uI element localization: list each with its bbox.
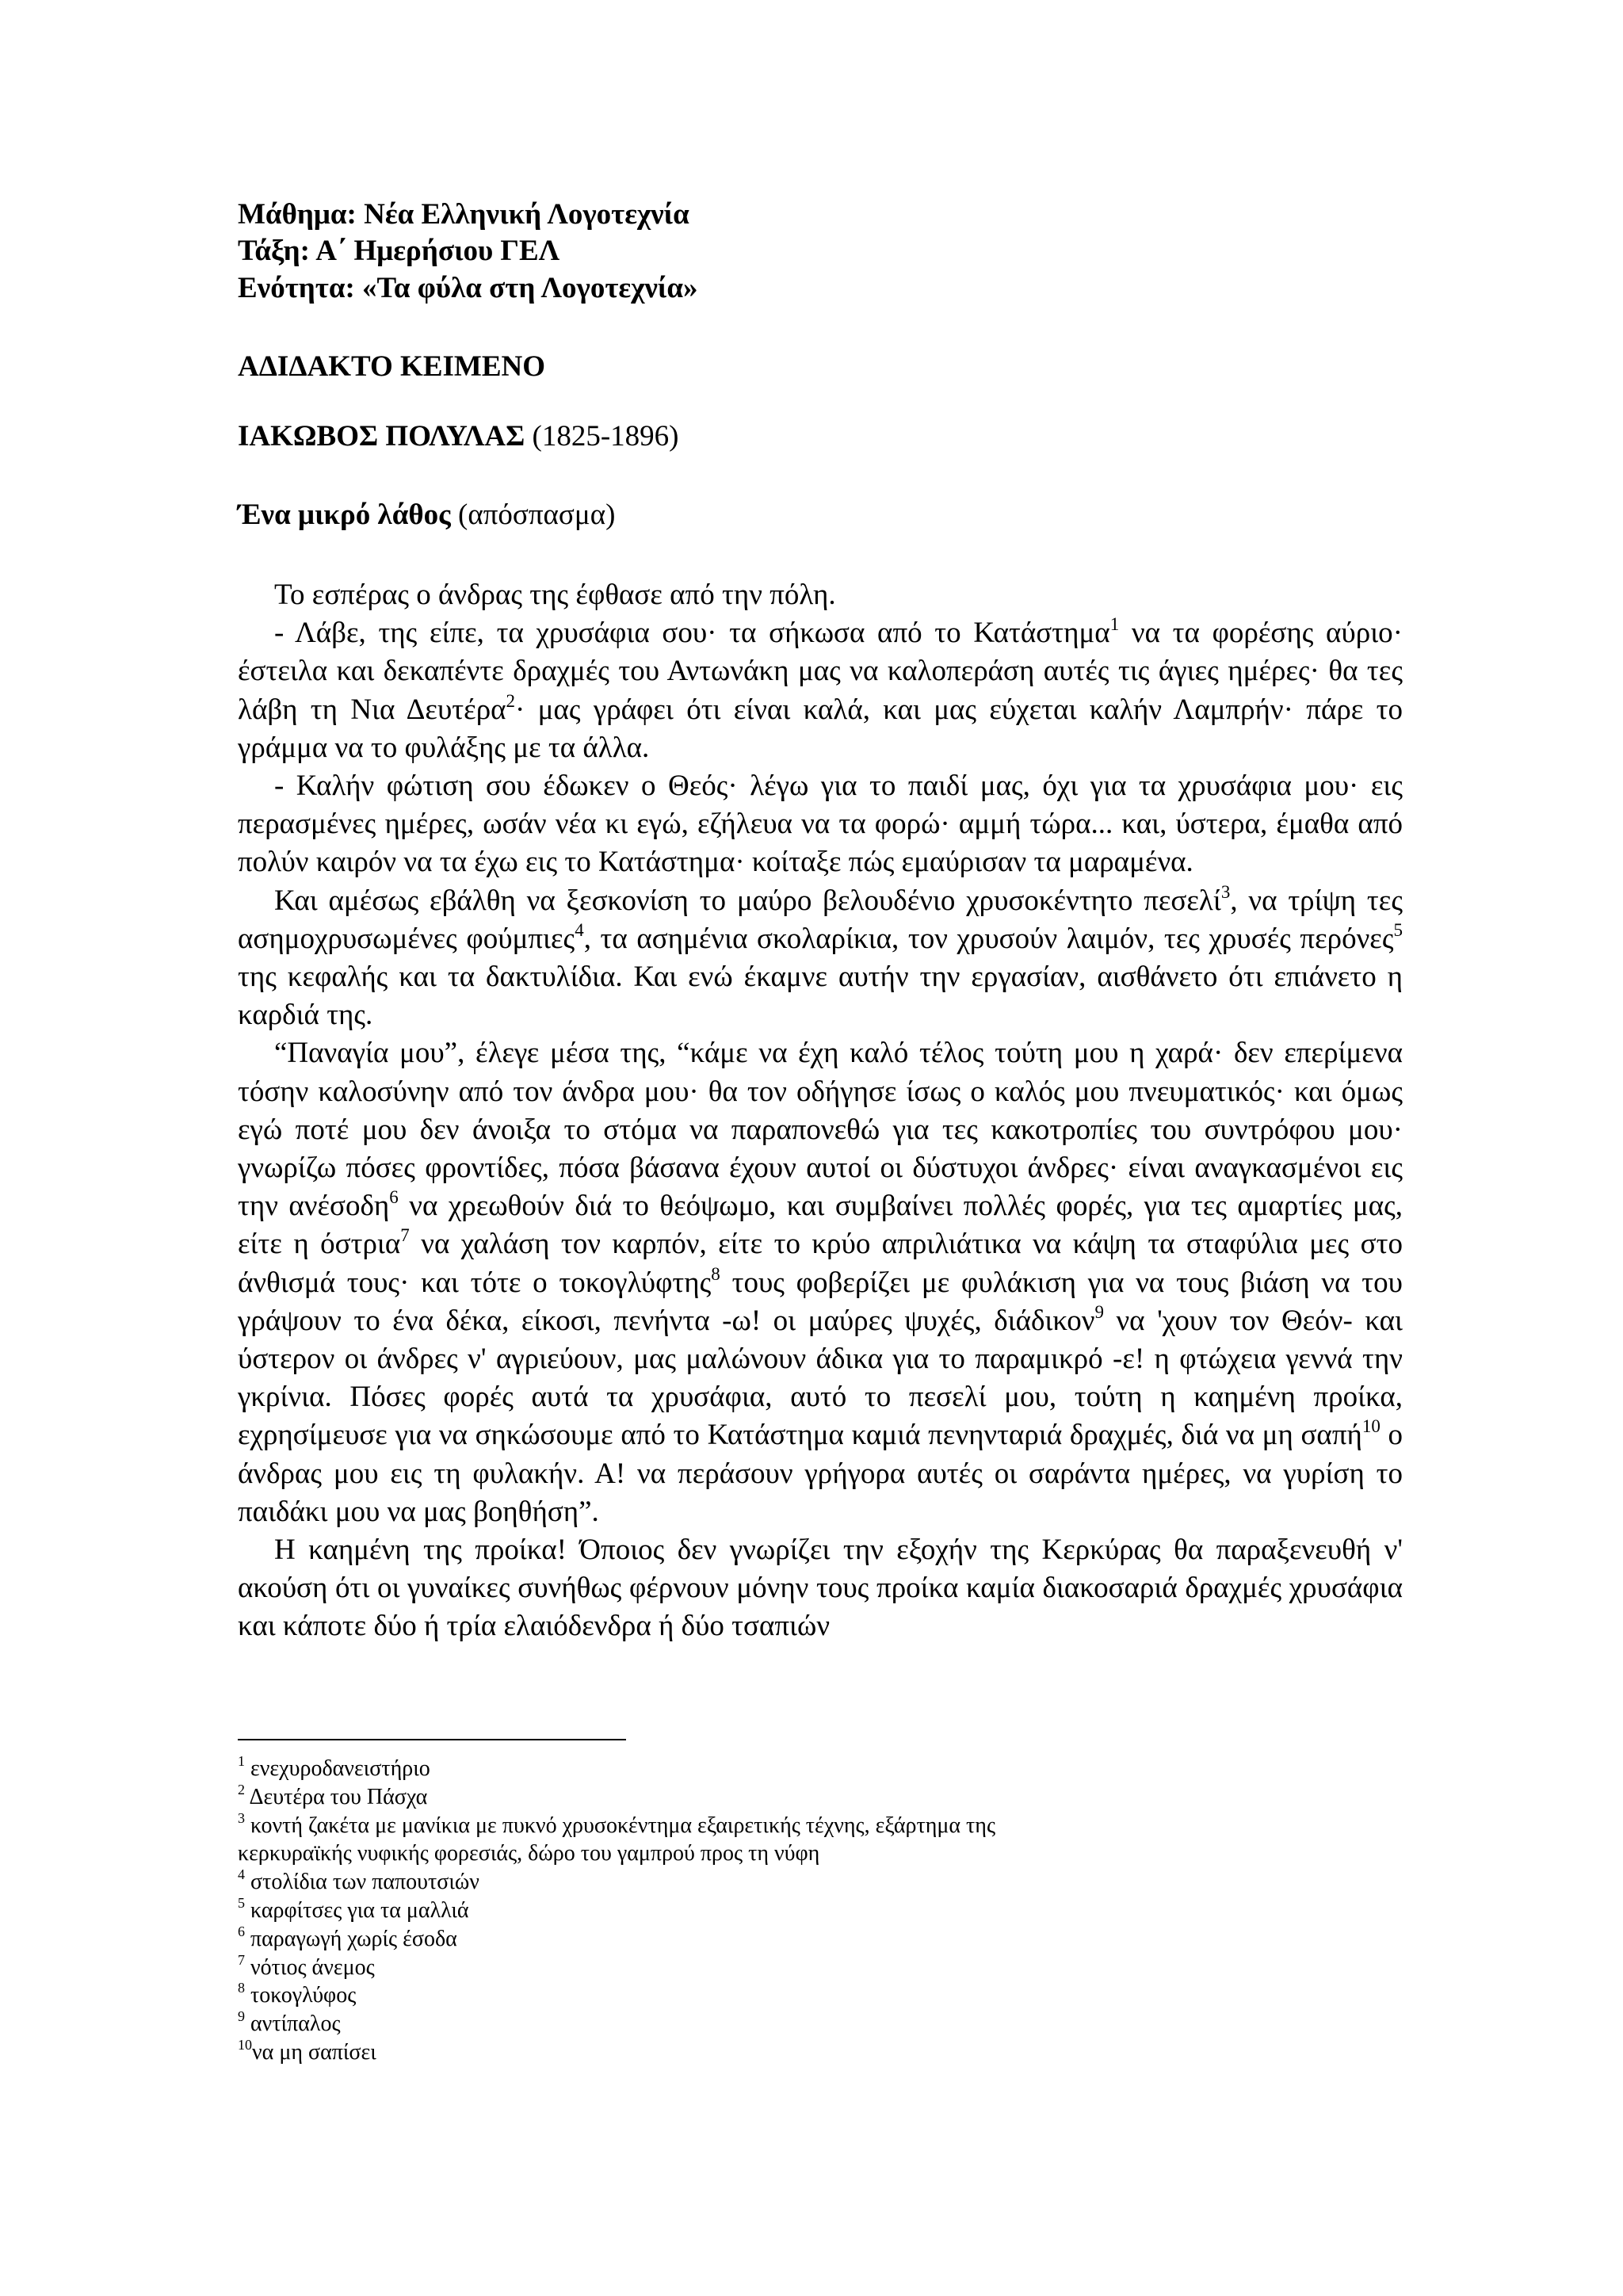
work-title-line [238,497,615,533]
unit-line: Ενότητα: «Τα φύλα στη Λογοτεχνία» [238,272,698,304]
text-label: ΑΔΙΔΑΚΤΟ ΚΕΙΜΕΝΟ [238,350,546,383]
footnote: $^9$ αντίπαλος [238,2008,341,2037]
footnote: $^4$ στολίδια των παπουτσιών [238,1866,479,1895]
footnote-ref: 9 [1094,1301,1104,1322]
paragraph: - Καλήν φώτιση σου έδωκεν ο Θεός· λέγω για το παιδί μας, όχι για τα χρυσάφια μου· εις περασμένες ημέρες, ωσάν νέα κι εγώ, εζήλευα να τα φορώ· αμμή τώρα... και, ύστερα, έμαθα από πολύν καιρόν να τα έχω εις το Κατάστημα· κοίταξε πώς εμαύρισαν τα μαραμένα. [238,770,1403,879]
paragraph: Και αμέσως εβάλθη να ξεσκονίση το μαύρο βελουδένιο χρυσοκέντητο πεσελί$^3$, να τρίψη τες ασημοχρυσωμένες φούμπιες$^4$, τα ασημένια σκολαρίκια, τον χρυσούν λαιμόν, τες χρυσές περόνες$^5$ της κεφαλής και τα δακτυλίδια. Και ενώ έκαμνε αυτήν την εργασίαν, αισθάνετο ότι επιάνετο η καρδιά της. [238,881,1403,1032]
author-name: ΙΑΚΩΒΟΣ ΠΟΛΥΛΑΣ [238,420,525,453]
footnote-separator [238,1739,626,1740]
footnote-ref: 6 [389,1187,399,1208]
paragraph: - Λάβε, της είπε, τα χρυσάφια σου· τα σήκωσα από το Κατάστημα$^1$ να τα φορέσης αύριο· έστειλα και δεκαπέντε δραχμές του Αντωνάκη μας να καλοπεράση αυτές τις άγιες ημέρες· θα τες λάβη τη Νια Δευτέρα$^2$· μας γράφει ότι είναι καλά, και μας εύχεται καλήν Λαμπρήν· πάρε το γράμμα να το φυλάξης με τα άλλα. [238,614,1403,764]
footnote: $^2$ Δευτέρα του Πάσχα [238,1781,428,1809]
footnote-ref: 2 [506,690,516,711]
footnote: $^5$ καρφίτσες για τα μαλλιά [238,1894,469,1923]
footnote: $^1$ ενεχυροδανειστήριο [238,1753,430,1781]
course-line: Μάθημα: Νέα Ελληνική Λογοτεχνία [238,198,689,231]
body-text [238,576,1403,1646]
footnote-ref: 4 [575,919,584,940]
paragraph: “Παναγία μου”, έλεγε μέσα της, “κάμε να έχη καλό τέλος τούτη μου η χαρά· δεν επερίμενα τόσην καλοσύνην από τον άνδρα μου· θα τον οδήγησε ίσως ο καλός μου πνευματικός· και όμως εγώ ποτέ μου δεν άνοιξα το στόμα να παραπονεθώ για τες κακοτροπίες του συντρόφου μου· γνωρίζω πόσες φροντίδες, πόσα βάσανα έχουν αυτοί οι δύστυχοι άνδρες· είναι αναγκασμένοι εις την ανέσοδη$^6$ να χρεωθούν διά το θεόψωμο, και συμβαίνει πολλές φορές, για τες αμαρτίες μας, είτε η όστρια$^7$ να χαλάση τον καρπόν, είτε το κρύο απριλιάτικα να κάψη τα σταφύλια μες στο άνθισμά τους· και τότε ο τοκογλύφτης$^8$ τους φοβερίζει με φυλάκιση για να τους βιάση να του γράψουν το ένα δέκα, είκοσι, πενήντα -ω! οι μαύρες ψυχές, διάδικον$^9$ να 'χουν τον Θεόν- και ύστερον οι άνδρες ν' αγριεύουν, μας μαλώνουν άδικα για το παραμικρό -ε! η φτώχεια γεννά την γκρίνια. Πόσες φορές αυτά τα χρυσάφια, αυτό το πεσελί μου, τούτη η καημένη προίκα, εχρησίμευσε για να σηκώσουμε από το Κατάστημα καμιά πενηνταριά δραχμές, διά να μη σαπή$^{10}$ ο άνδρας μου εις τη φυλακήν. Α! να περάσουν γρήγορα αυτές οι σαράντα ημέρες, να γυρίση το παιδάκι μου να μας βοηθήση”. [238,1037,1403,1528]
footnote-ref: 1 [1109,614,1120,635]
footnotes [238,1755,1403,2067]
work-title: Ένα μικρό λάθος [238,499,451,531]
paragraph: Το εσπέρας ο άνδρας της έφθασε από την πόλη. [274,579,836,611]
footnote-ref: 7 [400,1225,410,1246]
footnote-ref: 10 [1361,1416,1381,1437]
paragraph: Η καημένη της προίκα! Όποιος δεν γνωρίζει την εξοχήν της Κερκύρας θα παραξενευθή ν' ακούση ότι οι γυναίκες συνήθως φέρνουν μόνην τους προίκα καμία διακοσαριά δραχμές χρυσάφια και κάποτε δύο ή τρία ελαιόδενδρα ή δύο τσαπιών [238,1534,1403,1643]
footnote: $^7$ νότιος άνεμος [238,1951,375,1980]
class-line: Τάξη: Α΄ Ημερήσιου ΓΕΛ [238,235,560,267]
footnote-ref: 3 [1220,881,1231,902]
footnote-continuation: κερκυραϊκής νυφικής φορεσιάς, δώρο του γαμπρού προς τη νύφη [238,1841,820,1866]
footnote: $^{10}$να μη σαπίσει [238,2036,376,2065]
footnote-ref: 8 [711,1263,720,1284]
footnote-ref: 5 [1393,919,1403,940]
author-years: (1825-1896) [532,420,679,453]
work-note: (απόσπασμα) [458,499,616,531]
footnote: $^3$ κοντή ζακέτα με μανίκια με πυκνό χρυσοκέντημα εξαιρετικής τέχνης, εξάρτημα της [238,1809,996,1838]
footnote: $^8$ τοκογλύφος [238,1980,357,2008]
footnote: $^6$ παραγωγή χωρίς έσοδα [238,1923,457,1951]
author-line [238,418,679,455]
